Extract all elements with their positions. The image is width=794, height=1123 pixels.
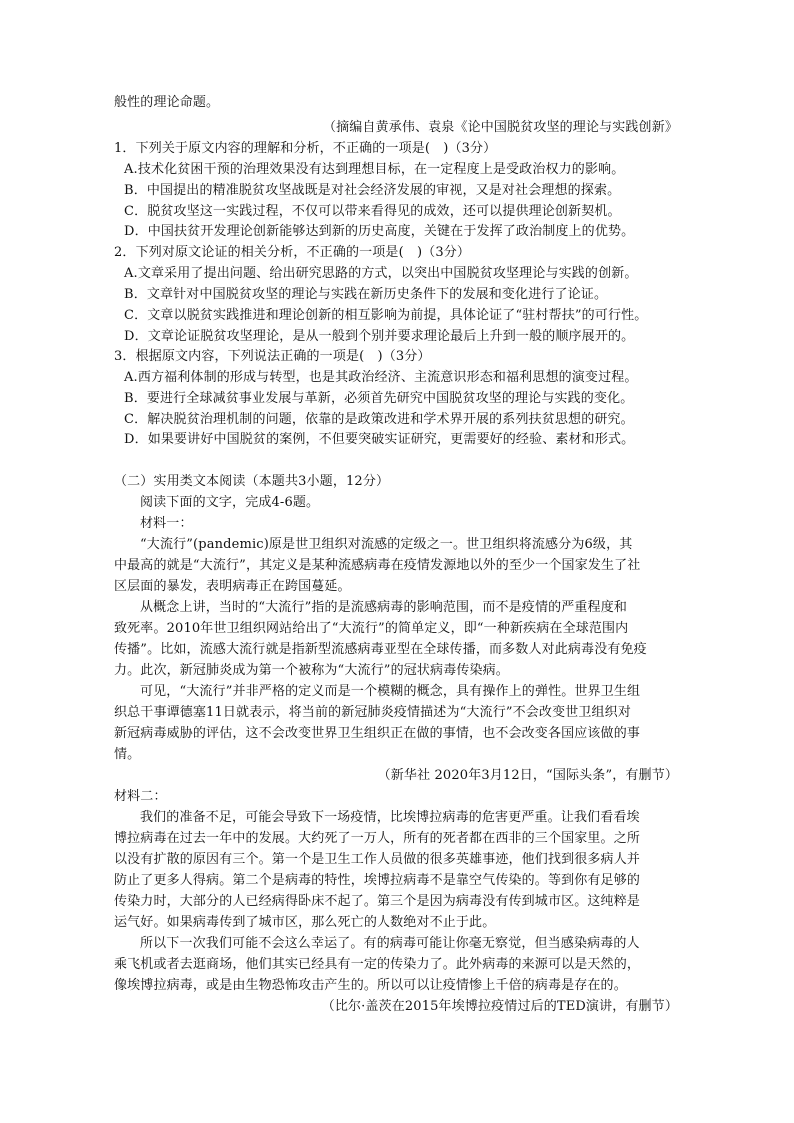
question-1-option-a: A.技术化贫困干预的治理效果没有达到理想目标，在一定程度上是受政治权力的影响。 bbox=[124, 162, 625, 177]
question-1-option-d: D．中国扶贫开发理论创新能够达到新的历史高度，关键在于发挥了政治制度上的优势。 bbox=[124, 224, 635, 239]
question-1-option-b: B．中国提出的精准脱贫攻坚战既是对社会经济发展的审视，又是对社会理想的探索。 bbox=[124, 183, 621, 198]
question-3-option-c: C．解决脱贫治理机制的问题，依靠的是政策改进和学术界开展的系列扶贫思想的研究。 bbox=[124, 412, 634, 427]
material-1-label: 材料一： bbox=[140, 516, 193, 531]
material-2-source: （比尔·盖茨在2015年埃博拉疫情过后的TED演讲，有删节） bbox=[321, 999, 678, 1014]
material-1-p3-line: 可见，“大流行”并非严格的定义而是一个模糊的概念，具有操作上的弹性。世界卫生组 bbox=[140, 684, 641, 699]
material-2-p1-line: 我们的准备不足，可能会导致下一场疫情，比埃博拉病毒的危害更严重。让我们看看埃 bbox=[140, 810, 640, 825]
question-2-option-a: A.文章采用了提出问题、给出研究思路的方式，以突出中国脱贫攻坚理论与实践的创新。 bbox=[124, 266, 638, 281]
question-3-option-b: B．要进行全球减贫事业发展与革新，必须首先研究中国脱贫攻坚的理论与实践的变化。 bbox=[124, 391, 634, 406]
material-2-label: 材料二： bbox=[114, 789, 167, 804]
material-2-p1-line: 以没有扩散的原因有三个。第一个是卫生工作人员做的很多英雄事迹，他们找到很多病人并 bbox=[114, 852, 641, 867]
question-2-stem: 2．下列对原文论证的相关分析，不正确的一项是( )（3分） bbox=[114, 245, 471, 260]
material-1-p2-line: 致死率。2010年世卫组织网站给出了“大流行”的简单定义，即“一种新疾病在全球范围内 bbox=[114, 621, 629, 636]
question-3-option-d: D．如果要讲好中国脱贫的案例，不但要突破实证研究，更需要好的经验、素材和形式。 bbox=[124, 432, 635, 447]
material-1-p2-line: 力。此次，新冠肺炎成为第一个被称为“大流行”的冠状病毒传染病。 bbox=[114, 663, 509, 678]
material-1-p3-line: 新冠病毒威胁的评估，这不会改变世界卫生组织正在做的事情，也不会改变各国应该做的事 bbox=[114, 726, 641, 741]
material-2-p1-line: 防止了更多人得病。第二个是病毒的特性，埃博拉病毒不是靠空气传染的。等到你有足够的 bbox=[114, 873, 641, 888]
material-2-p2-line: 像埃博拉病毒，或是由生物恐怖攻击产生的。所以可以让疫情惨上千倍的病毒是存在的。 bbox=[114, 978, 627, 993]
question-3-option-a: A.西方福利体制的形成与转型，也是其政治经济、主流意识形态和福利思想的演变过程。 bbox=[124, 370, 638, 385]
question-2-option-d: D．文章论证脱贫攻坚理论，是从一般到个别并要求理论最后上升到一般的顺序展开的。 bbox=[124, 329, 635, 344]
material-1-p3-line: 情。 bbox=[114, 747, 141, 762]
material-2-p1-line: 运气好。如果病毒传到了城市区，那么死亡的人数绝对不止于此。 bbox=[114, 915, 496, 930]
section-2-title: （二）实用类文本阅读（本题共3小题，12分） bbox=[114, 474, 390, 489]
question-1-option-c: C．脱贫攻坚这一实践过程，不仅可以带来看得见的成效，还可以提供理论创新契机。 bbox=[124, 204, 621, 219]
material-1-p2-line: 从概念上讲，当时的“大流行”指的是流感病毒的影响范围，而不是疫情的严重程度和 bbox=[140, 600, 627, 615]
material-2-p1-line: 传染力时，大部分的人已经病得卧床不起了。第三个是因为病毒没有传到城市区。这纯粹是 bbox=[114, 894, 641, 909]
material-1-p1-line: 区层面的暴发，表明病毒正在跨国蔓延。 bbox=[114, 579, 351, 594]
material-2-p1-line: 博拉病毒在过去一年中的发展。大约死了一万人，所有的死者都在西非的三个国家里。之所 bbox=[114, 831, 641, 846]
material-1-p1-line: “大流行”(pandemic)原是世卫组织对流感的定级之一。世卫组织将流感分为6级，其 bbox=[140, 537, 633, 552]
material-1-source: （新华社 2020年3月12日，“国际头条”，有删节） bbox=[377, 768, 678, 783]
material-1-p1-line: 中最高的就是“大流行”，其定义是某种流感病毒在疫情发源地以外的至少一个国家发生了社 bbox=[114, 558, 641, 573]
question-3-stem: 3．根据原文内容，下列说法正确的一项是( )（3分） bbox=[114, 349, 431, 364]
question-2-option-b: B．文章针对中国脱贫攻坚的理论与实践在新历史条件下的发展和变化进行了论证。 bbox=[124, 287, 608, 302]
source-citation-1: （摘编自黄承伟、袁泉《论中国脱贫攻坚的理论与实践创新》 bbox=[322, 120, 678, 135]
top-line: 般性的理论命题。 bbox=[114, 95, 220, 110]
question-2-option-c: C．文章以脱贫实践推进和理论创新的相互影响为前提，具体论证了“驻村帮扶”的可行性。 bbox=[124, 308, 648, 323]
material-2-p2-line: 所以下一次我们可能不会这么幸运了。有的病毒可能让你毫无察觉，但当感染病毒的人 bbox=[140, 936, 640, 951]
section-2-instruction: 阅读下面的文字，完成4-6题。 bbox=[140, 495, 320, 510]
question-1-stem: 1．下列关于原文内容的理解和分析，不正确的一项是( )（3分） bbox=[114, 141, 497, 156]
material-2-p2-line: 乘飞机或者去逛商场，他们其实已经具有一定的传染力了。此外病毒的来源可以是天然的， bbox=[114, 957, 641, 972]
material-1-p3-line: 织总干事谭德塞11日就表示，将当前的新冠肺炎疫情描述为“大流行”不会改变世卫组织对 bbox=[114, 705, 631, 720]
material-1-p2-line: 传播”。比如，流感大流行就是指新型流感病毒亚型在全球传播，而多数人对此病毒没有免疫 bbox=[114, 642, 647, 657]
